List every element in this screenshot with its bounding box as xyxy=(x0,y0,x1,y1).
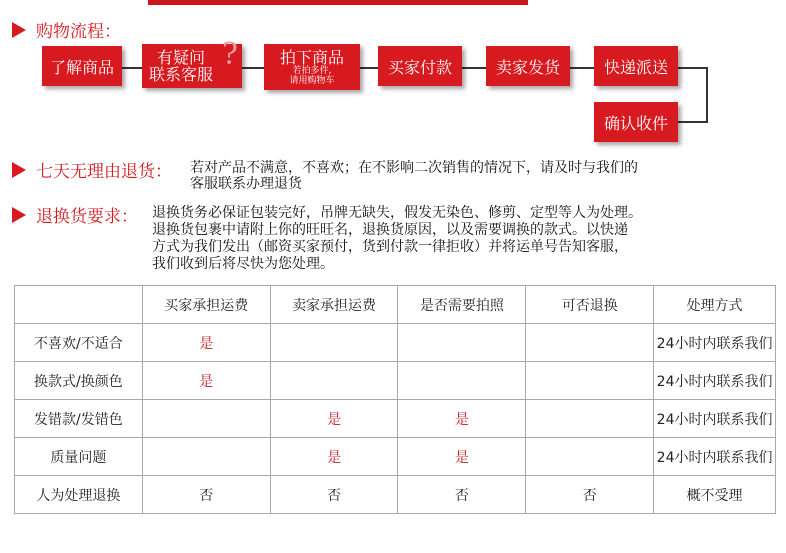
flow-step-ship xyxy=(486,46,570,86)
table-row xyxy=(15,476,776,514)
table-cell-handling: 24小时内联系我们 xyxy=(654,362,776,400)
table-cell: 是 xyxy=(398,438,526,476)
returns-text-line-1: 若对产品不满意，不喜欢；在不影响二次销售的情况下，请及时与我们的 xyxy=(190,160,638,176)
flow-step-label: 卖家发货 xyxy=(495,57,560,77)
flow-step-confirm xyxy=(594,102,678,142)
table-header-row xyxy=(15,286,776,324)
row-label: 换款式/换颜色 xyxy=(15,362,143,400)
table-cell xyxy=(526,324,654,362)
flow-step-note: 若拍多件, xyxy=(292,65,332,76)
table-cell xyxy=(142,400,270,438)
question-mark-icon: ? xyxy=(221,37,238,72)
exchange-text-line-1: 退换货务必保证包装完好，吊牌无缺失，假发无染色、修剪、定型等人为处理。 xyxy=(152,205,642,221)
table-row xyxy=(15,438,776,476)
flow-step-label: 买家付款 xyxy=(387,57,452,77)
exchange-text-line-3: 方式为我们发出（邮资买家预付，货到付款一律拒收）并将运单号告知客服， xyxy=(152,239,628,255)
flow-step-label-2: 联系客服 xyxy=(148,65,213,84)
table-cell xyxy=(270,362,398,400)
table-cell xyxy=(398,362,526,400)
flow-step-understand xyxy=(42,46,122,86)
table-cell-handling: 24小时内联系我们 xyxy=(654,324,776,362)
exchange-heading xyxy=(12,202,138,227)
row-label: 发错款/发错色 xyxy=(15,400,143,438)
flow-connector-end xyxy=(680,67,708,69)
table-header-seller-shipping: 卖家承担运费 xyxy=(270,286,398,324)
flow-step-note-2: 请用购物车 xyxy=(289,75,335,86)
row-label: 质量问题 xyxy=(15,438,143,476)
exchange-text-line-2: 退换货包裹中请附上你的旺旺名，退换货原因，以及需要调换的款式。以快递 xyxy=(152,222,628,238)
arrow-icon xyxy=(12,22,26,38)
table-cell-handling: 24小时内联系我们 xyxy=(654,438,776,476)
table-cell xyxy=(142,438,270,476)
table-cell: 否 xyxy=(270,476,398,514)
table-header-returnable: 可否退换 xyxy=(526,286,654,324)
flow-heading xyxy=(12,17,121,42)
flow-step-label: 确认收件 xyxy=(603,113,668,133)
table-row xyxy=(15,324,776,362)
table-cell: 是 xyxy=(270,438,398,476)
flow-connector-down xyxy=(706,67,708,123)
table-cell: 否 xyxy=(398,476,526,514)
top-accent-bar xyxy=(148,0,528,5)
flow-step-pay xyxy=(378,46,462,86)
arrow-icon xyxy=(12,162,26,178)
flow-step-order xyxy=(264,44,360,90)
flow-heading-text: 购物流程： xyxy=(36,22,121,42)
flow-step-label: 了解商品 xyxy=(49,57,114,77)
returns-text-line-2: 客服联系办理退货 xyxy=(190,176,302,192)
table-row xyxy=(15,362,776,400)
table-cell-handling: 24小时内联系我们 xyxy=(654,400,776,438)
table-cell xyxy=(526,400,654,438)
row-label: 人为处理退换 xyxy=(15,476,143,514)
flow-connector-back xyxy=(678,121,708,123)
flow-step-label: 快递派送 xyxy=(603,57,668,77)
exchange-text-line-4: 我们收到后将尽快为您处理。 xyxy=(152,256,334,272)
table-cell: 是 xyxy=(270,400,398,438)
table-cell-handling: 概不受理 xyxy=(654,476,776,514)
flow-step-label: 有疑问 xyxy=(156,48,205,67)
flow-step-contact xyxy=(142,37,242,88)
arrow-icon xyxy=(12,207,26,223)
table-header-photo-required: 是否需要拍照 xyxy=(398,286,526,324)
flow-step-deliver xyxy=(594,46,678,86)
table-cell: 是 xyxy=(142,362,270,400)
table-header-buyer-shipping: 买家承担运费 xyxy=(142,286,270,324)
table-cell xyxy=(270,324,398,362)
table-cell xyxy=(398,324,526,362)
table-cell xyxy=(526,438,654,476)
table-header-blank xyxy=(15,286,143,324)
return-policy-table xyxy=(14,285,776,514)
table-cell xyxy=(526,362,654,400)
flow-step-label: 拍下商品 xyxy=(279,47,344,67)
table-cell: 否 xyxy=(526,476,654,514)
table-header-handling: 处理方式 xyxy=(654,286,776,324)
exchange-heading-text: 退换货要求： xyxy=(36,207,138,227)
row-label: 不喜欢/不适合 xyxy=(15,324,143,362)
table-row xyxy=(15,400,776,438)
table-cell: 是 xyxy=(398,400,526,438)
table-cell: 是 xyxy=(142,324,270,362)
returns-heading-text: 七天无理由退货： xyxy=(36,162,172,182)
table-cell: 否 xyxy=(142,476,270,514)
returns-heading xyxy=(12,157,172,182)
